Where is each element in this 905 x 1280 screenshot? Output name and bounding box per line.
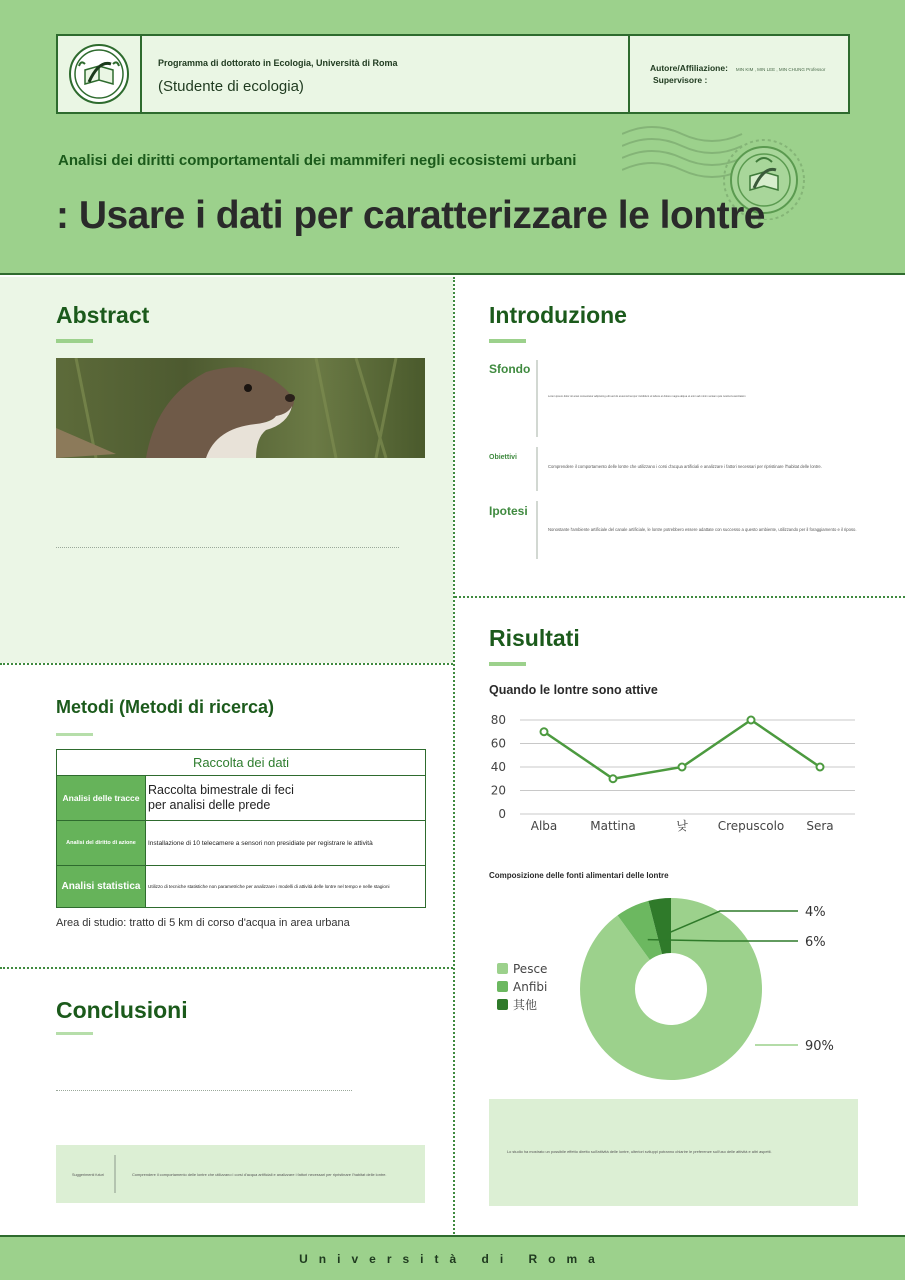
row-divider xyxy=(0,967,453,969)
title-box xyxy=(56,34,850,114)
table-value: Installazione di 10 telecamere a sensori non presidiate per registrare le attività xyxy=(146,821,426,866)
results-box xyxy=(489,1099,858,1206)
table-value-line: Raccolta bimestrale di feci xyxy=(148,783,294,797)
x-tick-label: 낮 xyxy=(676,819,688,833)
table-key: Analisi del diritto di azione xyxy=(57,821,146,866)
data-point xyxy=(610,775,617,782)
footer xyxy=(0,1235,905,1280)
methods-title: Metodi (Metodi di ricerca) xyxy=(56,697,275,717)
y-tick-label: 40 xyxy=(490,760,506,774)
methods-table xyxy=(56,749,426,908)
legend-swatch xyxy=(497,981,508,992)
author-names: MIN KIM , MIN LEE , MIN CHUNG Professor xyxy=(735,67,826,72)
legend-swatch xyxy=(497,963,508,974)
y-tick-label: 0 xyxy=(498,807,506,821)
abstract-title: Abstract xyxy=(56,302,150,328)
data-point xyxy=(817,764,824,771)
results-box-text: Lo studio ha mostrato un possibile effetto diretto sull'attività delle lontre, ulteriori sviluppi potranno chiarire le preferenze sull'uso delle attività e altri aspetti. xyxy=(507,1149,772,1154)
intro-title: Introduzione xyxy=(489,302,627,328)
table-key: Analisi statistica xyxy=(57,866,146,908)
table-value: Utilizzo di tecniche statistiche non parametriche per analizzare i modelli di attività delle lontre nel tempo e nelle stagioni xyxy=(146,866,426,908)
x-tick-label: Crepuscolo xyxy=(717,819,785,833)
legend-label: Anfibi xyxy=(513,980,548,994)
logo-cell xyxy=(58,36,142,112)
footer-text: Università di Roma xyxy=(299,1251,606,1266)
y-tick-label: 60 xyxy=(490,736,506,751)
table-header: Raccolta dei dati xyxy=(57,750,426,776)
conclusions-box xyxy=(56,1145,425,1203)
program-subtitle: (Studente di ecologia) xyxy=(158,78,304,95)
y-tick-label: 80 xyxy=(490,713,506,727)
row-divider xyxy=(455,596,905,598)
table-row xyxy=(57,866,426,908)
slice-label: 4% xyxy=(805,905,826,920)
intro-label-hypothesis: Ipotesi xyxy=(489,504,528,518)
line-chart xyxy=(480,706,870,841)
table-value xyxy=(146,776,426,821)
header xyxy=(0,0,905,275)
abstract-panel xyxy=(0,277,453,663)
x-tick-label: Sera xyxy=(806,819,834,833)
table-row xyxy=(57,821,426,866)
methods-rule xyxy=(56,733,93,736)
results-rule xyxy=(489,662,526,666)
intro-text-objectives: Comprendere il comportamento delle lontre che utilizzano i corsi d'acqua artificiali e analizzare i fattori necessari per ripristinare l'habitat delle lontre. xyxy=(548,464,822,469)
data-point xyxy=(748,717,755,724)
conclusions-box-divider xyxy=(114,1155,116,1193)
poster-subtitle: Analisi dei diritti comportamentali dei mammiferi negli ecosistemi urbani xyxy=(58,152,577,169)
line-chart-title: Quando le lontre sono attive xyxy=(489,683,658,697)
otter-photo xyxy=(56,358,425,458)
author-label: Autore/Affiliazione: xyxy=(650,63,728,73)
slice-label: 90% xyxy=(805,1039,834,1054)
data-point xyxy=(679,764,686,771)
intro-divider xyxy=(536,501,538,559)
legend-label: 其他 xyxy=(513,998,538,1012)
program-cell xyxy=(142,36,630,112)
abstract-rule xyxy=(56,339,93,343)
column-divider xyxy=(453,277,455,1234)
table-row xyxy=(57,750,426,776)
x-tick-label: Mattina xyxy=(590,819,636,833)
intro-label-background: Sfondo xyxy=(489,362,531,376)
conclusions-title: Conclusioni xyxy=(56,997,188,1023)
supervisor-label: Supervisore : xyxy=(653,75,708,85)
pie-chart-title: Composizione delle fonti alimentari delle lontre xyxy=(489,871,669,880)
table-value-line: per analisi delle prede xyxy=(148,798,271,812)
intro-rule xyxy=(489,339,526,343)
y-tick-label: 20 xyxy=(490,783,506,798)
author-labels xyxy=(650,62,728,112)
table-row xyxy=(57,776,426,821)
program-name: Programma di dottorato in Ecologia, Università di Roma xyxy=(158,58,398,68)
poster-title: : Usare i dati per caratterizzare le lontre xyxy=(56,194,765,237)
pie-chart xyxy=(480,885,870,1090)
data-point xyxy=(541,728,548,735)
conclusions-box-text: Comprendere il comportamento delle lontre che utilizzano i corsi d'acqua artificiali e analizzare i fattori necessari per ripristinare l'habitat delle lontre. xyxy=(132,1172,387,1177)
legend-swatch xyxy=(497,999,508,1010)
intro-divider xyxy=(536,360,538,437)
abstract-text-line xyxy=(56,547,399,548)
intro-label-objectives: Obiettivi xyxy=(489,454,518,461)
x-tick-label: Alba xyxy=(530,819,558,833)
study-area-text: Area di studio: tratto di 5 km di corso d'acqua in area urbana xyxy=(56,917,350,929)
row-divider xyxy=(0,663,453,665)
results-title: Risultati xyxy=(489,625,580,651)
intro-text-hypothesis: Nonostante l'ambiente artificiale del canale artificiale, le lontre potrebbero essere adattate con successo a questo ambiente, utilizzando per il foraggiamento e il riposo. xyxy=(548,527,857,532)
university-logo-icon xyxy=(67,42,131,106)
conclusions-box-label: Suggerimenti futuri xyxy=(72,1173,104,1177)
author-cell xyxy=(630,36,848,112)
conclusions-rule xyxy=(56,1032,93,1035)
intro-text-background: Lorem ipsum dolor sit amet consectetur adipiscing elit sed do eiusmod tempor incididunt ut labore et dolore magna aliqua ut enim ad minim veniam quis nostrud exercitation xyxy=(548,395,746,398)
intro-divider xyxy=(536,447,538,491)
slice-label: 6% xyxy=(805,935,826,950)
legend-label: Pesce xyxy=(513,962,548,976)
conclusions-text-line xyxy=(56,1090,352,1091)
table-key: Analisi delle tracce xyxy=(57,776,146,821)
